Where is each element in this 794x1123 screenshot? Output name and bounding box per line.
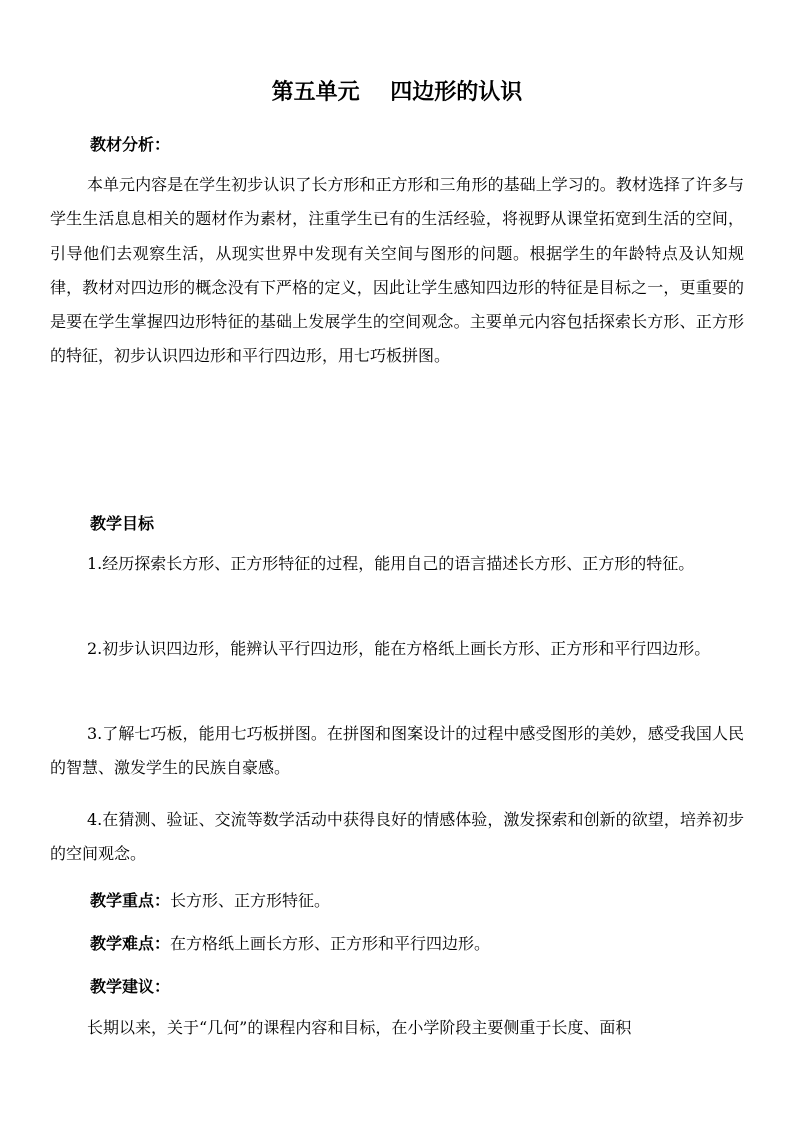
goal-item-3: 3.了解七巧板，能用七巧板拼图。在拼图和图案设计的过程中感受图形的美妙，感受我国人民的智慧、激发学生的民族自豪感。 xyxy=(50,724,744,777)
analysis-heading: 教材分析： xyxy=(90,135,171,154)
difficulty-label: 教学难点： xyxy=(90,934,171,953)
goal-item-1: 1.经历探索长方形、正方形特征的过程，能用自己的语言描述长方形、正方形的特征。 xyxy=(87,554,695,573)
goals-heading: 教学目标 xyxy=(90,514,155,533)
suggestion-heading: 教学建议： xyxy=(90,977,171,996)
key-point-value: 长方形、正方形特征。 xyxy=(170,891,331,910)
suggestion-paragraph: 长期以来，关于“几何”的课程内容和目标，在小学阶段主要侧重于长度、面积 xyxy=(87,1018,632,1037)
key-point xyxy=(90,889,330,913)
difficulty xyxy=(90,932,490,956)
difficulty-value: 在方格纸上画长方形、正方形和平行四边形。 xyxy=(170,934,491,953)
goal-item-4: 4.在猜测、验证、交流等数学活动中获得良好的情感体验，激发探索和创新的欲望，培养初步的空间观念。 xyxy=(50,810,744,863)
key-point-label: 教学重点： xyxy=(90,891,171,910)
page-title: 第五单元 四边形的认识 xyxy=(271,79,523,105)
analysis-paragraph: 本单元内容是在学生初步认识了长方形和正方形和三角形的基础上学习的。教材选择了许多与学生生活息息相关的题材作为素材，注重学生已有的生活经验，将视野从课堂拓宽到生活的空间，引导他们去观察生活，从现实世界中发现有关空间与图形的问题。根据学生的年龄特点及认知规律，教材对四边形的概念没有下严格的定义，因此让学生感知四边形的特征是目标之一，更重要的是要在学生掌握四边形特征的基础上发展学生的空间观念。主要单元内容包括探索长方形、正方形的特征，初步认识四边形和平行四边形，用七巧板拼图。 xyxy=(50,175,744,366)
goal-item-2: 2.初步认识四边形，能辨认平行四边形，能在方格纸上画长方形、正方形和平行四边形。 xyxy=(87,639,711,658)
